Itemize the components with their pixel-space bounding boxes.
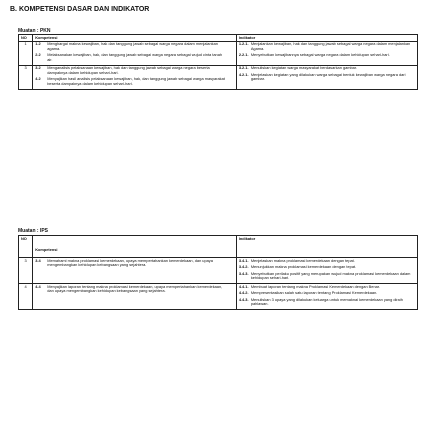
kd-number: 4.4 bbox=[35, 283, 41, 289]
row-number: 3 bbox=[19, 65, 33, 89]
table-header-row bbox=[19, 236, 418, 258]
indikator-text: Menjelaskan kegiatan yang dilakukan warga sebagai bentuk kewajiban warga negara dari gambar. bbox=[250, 71, 406, 81]
indikator-text: Membuat laporan tentang makna Proklamasi Kemerdekaan dengan Benar. bbox=[250, 283, 380, 289]
row-number: 1 bbox=[19, 41, 33, 65]
indikator-entry bbox=[239, 73, 415, 82]
indikator-entry bbox=[239, 285, 415, 290]
indikator-number: 4.4.3. bbox=[238, 296, 249, 302]
row-number: 3 bbox=[19, 258, 33, 284]
indikator-text: Menuliskan kegiatan warga masyarakat berdasarkan gambar. bbox=[250, 65, 357, 70]
header-no: NO bbox=[19, 236, 33, 258]
kompetensi-entry bbox=[35, 42, 234, 51]
indikator-entry bbox=[239, 53, 415, 58]
kompetensi-cell bbox=[33, 258, 237, 284]
ips-table bbox=[18, 235, 418, 310]
indikator-number: 4.4.2. bbox=[238, 290, 249, 295]
row-number: 4 bbox=[19, 284, 33, 310]
kd-text: Menyajikan laporan tentang makna proklamasi kemerdekaan, upaya mempertahankan kemerdekaan, dan upaya mengembangkan kehidupan kebangsaan yang sejahtera. bbox=[47, 283, 223, 293]
indikator-number: 4.4.1. bbox=[238, 283, 249, 289]
kd-number: 4.2 bbox=[35, 76, 41, 81]
subject-label-pkn: Muatan : PKN bbox=[18, 28, 51, 34]
indikator-text: Menunjukkan makna proklamasi kemerdekaan dengan tepat. bbox=[250, 264, 357, 269]
indikator-text: Menyebutkan kewajibannya sebagai warga negara dalam kehidupan sehari-hari. bbox=[250, 52, 390, 57]
section-heading: B. KOMPETENSI DASAR DAN INDIKATOR bbox=[10, 6, 150, 13]
kompetensi-cell bbox=[33, 65, 237, 89]
pkn-table bbox=[18, 34, 418, 90]
indikator-cell bbox=[236, 41, 417, 65]
kd-number: 3.2 bbox=[35, 65, 41, 70]
subject-label-ips: Muatan : IPS bbox=[18, 228, 49, 234]
indikator-entry bbox=[239, 291, 415, 296]
kompetensi-entry bbox=[35, 259, 234, 268]
kd-text: Memahami makna proklamasi kemerdekaan, upaya mempertahankan kemerdekaan, dan upaya mengembangkan kehidupan kebangsaan yang sejahtera. bbox=[47, 257, 213, 267]
header-no: NO bbox=[19, 35, 33, 42]
indikator-text: Menyebutkan perilaku positif yang merupakan wujud makna proklamasi kemerdekaan dalam kehidupan sehari-hari. bbox=[250, 270, 411, 280]
indikator-entry bbox=[239, 298, 415, 307]
table-row bbox=[19, 258, 418, 284]
kd-text: Melaksanakan kewajiban, hak, dan tanggung jawab sebagai warga negara sebagai wujud cinta tanah air. bbox=[47, 52, 223, 62]
kd-text: Menganalisis pelaksanaan kewajiban, hak dan tanggung jawab sebagai warga negara beserta dampaknya dalam kehidupan sehari-hari. bbox=[47, 65, 210, 75]
indikator-text: Menjalankan kewajiban, hak dan tanggung jawab sebagai warga negara dalam menjalankan Agama. bbox=[250, 41, 411, 51]
kompetensi-cell bbox=[33, 41, 237, 65]
kompetensi-entry bbox=[35, 285, 234, 294]
indikator-text: Mempresentasikan salah satu laporan tentang Proklamasi Kemerdekaan. bbox=[250, 290, 378, 295]
kompetensi-entry bbox=[35, 77, 234, 86]
indikator-text: Menjelaskan makna proklamasi kemerdekaan dengan tepat. bbox=[250, 257, 355, 263]
table-row bbox=[19, 41, 418, 65]
kompetensi-entry bbox=[35, 53, 234, 62]
indikator-number: 3.4.3. bbox=[238, 270, 249, 276]
table-row bbox=[19, 65, 418, 89]
kompetensi-cell bbox=[33, 284, 237, 310]
indikator-number: 4.2.1. bbox=[238, 71, 249, 77]
indikator-cell bbox=[236, 284, 417, 310]
indikator-entry bbox=[239, 265, 415, 270]
header-kompetensi-label: Kompetensi bbox=[35, 246, 58, 252]
indikator-cell bbox=[236, 65, 417, 89]
kd-number: 1.2 bbox=[35, 41, 41, 46]
indikator-number: 3.4.1. bbox=[238, 257, 249, 263]
indikator-entry bbox=[239, 272, 415, 281]
indikator-cell bbox=[236, 258, 417, 284]
indikator-entry bbox=[239, 42, 415, 51]
indikator-number: 3.4.2. bbox=[238, 264, 249, 269]
indikator-number: 2.2.1. bbox=[238, 52, 249, 57]
indikator-entry bbox=[239, 259, 415, 264]
indikator-number: 1.2.1. bbox=[238, 41, 249, 46]
indikator-text: Menuliskan 3 upaya yang dilakukan keluarga untuk memaknai kemerdekaan yang diraih pahlawan. bbox=[250, 296, 403, 306]
header-kompetensi bbox=[33, 236, 237, 258]
kd-text: Menghargai makna kewajiban, hak dan tanggung jawab sebagai warga negara dalam menjalankan agama. bbox=[47, 41, 218, 51]
header-indikator: Indikator bbox=[236, 236, 417, 258]
kd-number: 2.2 bbox=[35, 52, 41, 57]
kd-number: 3.4 bbox=[35, 257, 41, 263]
header-kompetensi: Kompetensi bbox=[33, 35, 237, 42]
kd-text: Menyajikan hasil analisis pelaksanaan kewajiban, hak, dan tanggung jawab sebagai warga masyarakat beserta dampaknya dalam kehidupan sehari-hari. bbox=[47, 76, 225, 86]
kompetensi-entry bbox=[35, 66, 234, 75]
table-row bbox=[19, 284, 418, 310]
indikator-number: 3.2.1. bbox=[238, 65, 249, 70]
indikator-entry bbox=[239, 66, 415, 71]
header-indikator: Indikator bbox=[236, 35, 417, 42]
